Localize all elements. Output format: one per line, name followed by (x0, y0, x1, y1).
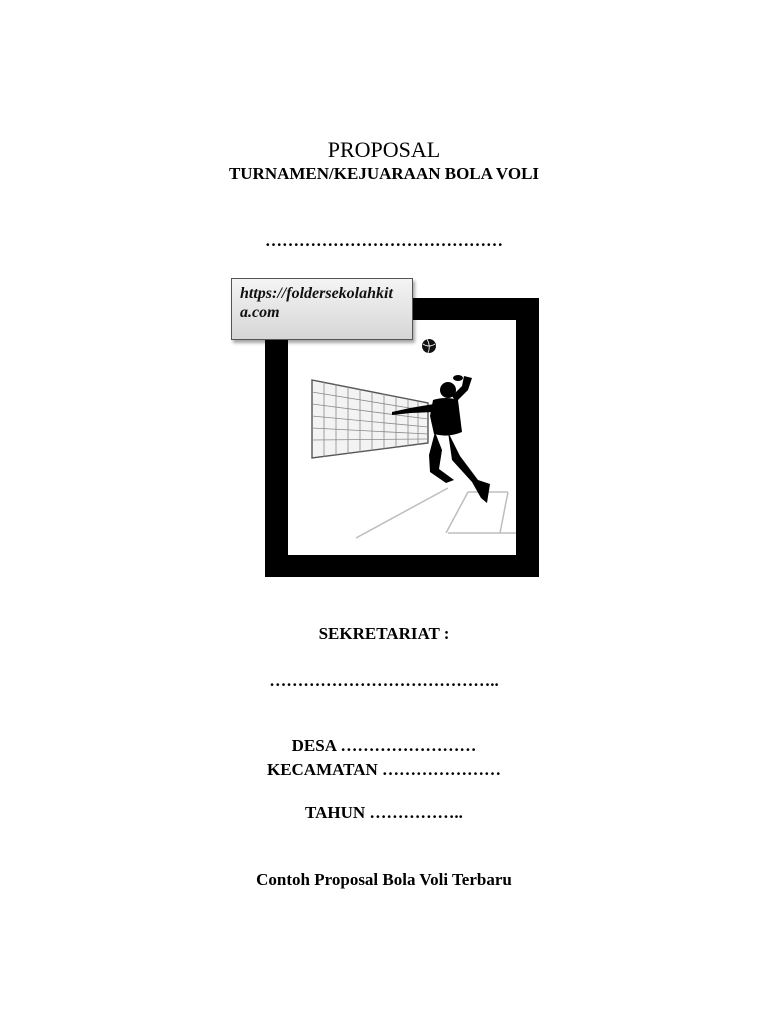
proposal-subtitle: TURNAMEN/KEJUARAAN BOLA VOLI (228, 164, 540, 183)
district-line: KECAMATAN ………………… (266, 760, 502, 779)
volleyball-spike-illustration (288, 320, 516, 555)
watermark-link[interactable]: https://foldersekolahkita.com (231, 278, 413, 340)
year-line: TAHUN …………….. (305, 803, 463, 822)
proposal-title: PROPOSAL (327, 137, 441, 162)
secretariat-label: SEKRETARIAT : (318, 624, 450, 643)
secretariat-placeholder: ………………………………….. (269, 671, 499, 690)
organizer-placeholder: …………………………………… (265, 231, 503, 250)
caption: Contoh Proposal Bola Voli Terbaru (256, 870, 512, 889)
village-line: DESA …………………… (291, 736, 477, 755)
